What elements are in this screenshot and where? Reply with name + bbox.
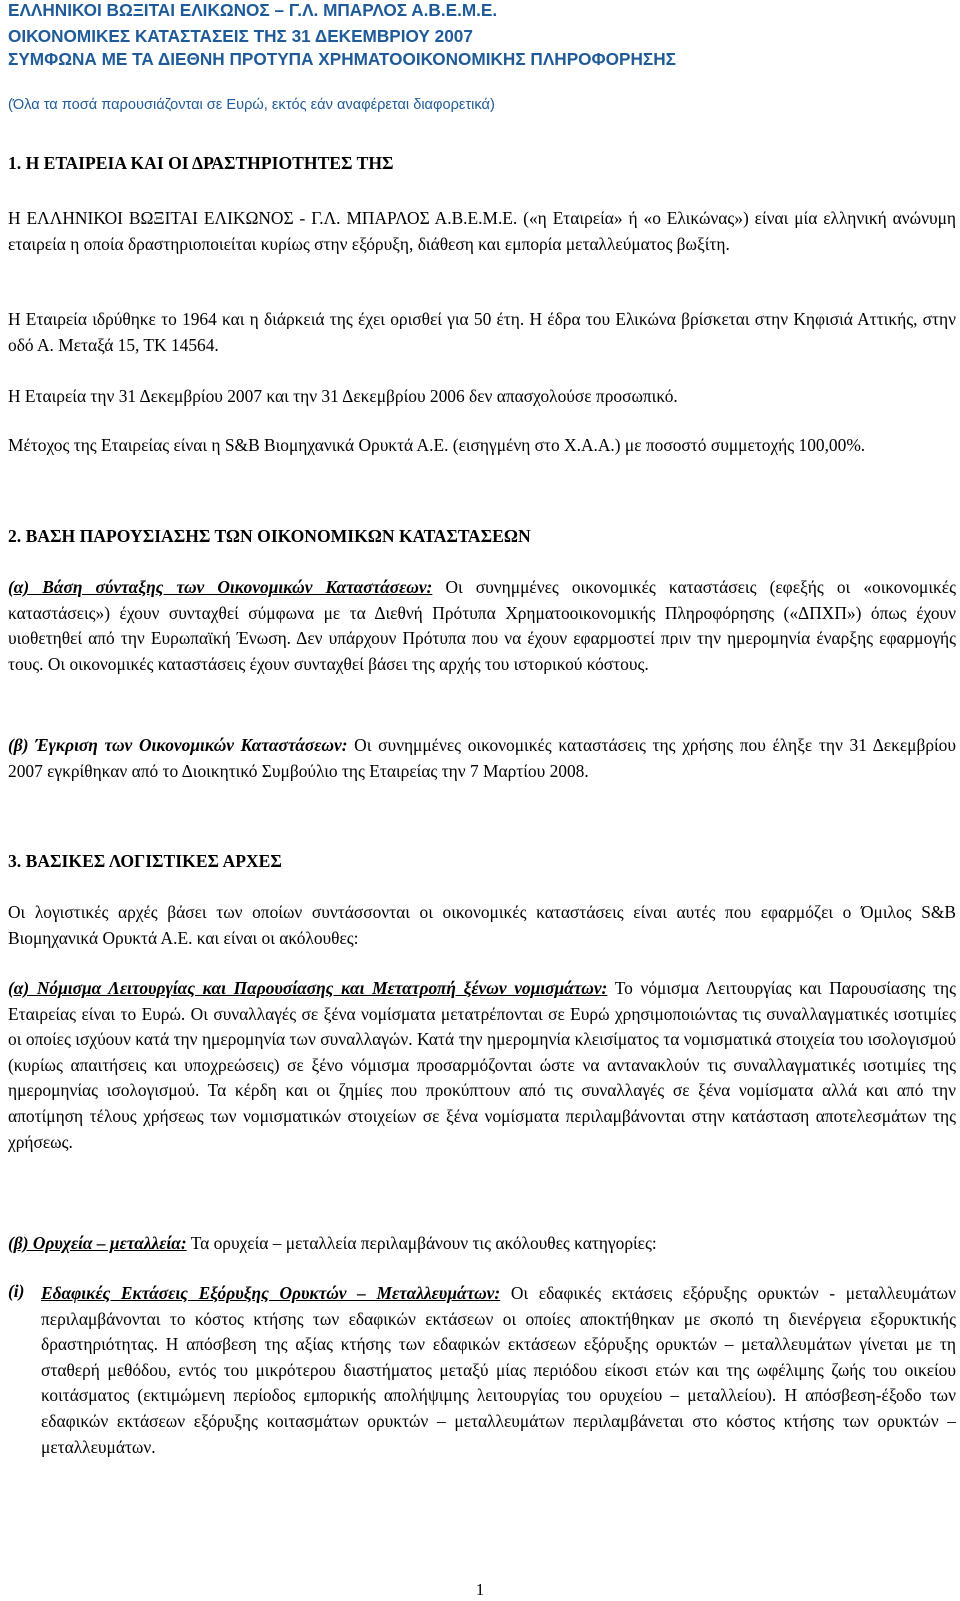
section-3-intro: Οι λογιστικές αρχές βάσει των οποίων συντάσσονται οι οικονομικές καταστάσεις είναι αυτές που εφαρμόζει ο Όμιλος S&B Βιομηχανικά Ορυκτά Α.Ε. και είναι οι ακόλουθες: <box>8 902 956 948</box>
section-3-item-b <box>8 1231 956 1257</box>
section-3-item-a <box>8 976 956 1155</box>
section-3-subitem-i-marker: (i) <box>8 1281 25 1301</box>
section-1-paragraph-3: Η Εταιρεία την 31 Δεκεμβρίου 2007 και την 31 Δεκεμβρίου 2006 δεν απασχολούσε προσωπικό. <box>8 386 678 406</box>
section-3-item-a-text: Το νόμισμα Λειτουργίας και Παρουσίασης της Εταιρείας είναι το Ευρώ. Οι συναλλαγές σε ξένα νομίσματα μετατρέπονται σε Ευρώ χρησιμοποιώντας τις συναλλαγματικές ισοτιμίες οι οποίες ισχύουν κατά την ημερομηνία των συναλλαγών. Κατά την ημερομηνία κλεισίματος τα νομισματικά στοιχεία του ισολογισμού (κυρίως απαιτήσεις και υποχρεώσεις) σε ξένο νόμισμα προσαρμόζονται ώστε να αντανακλούν τις συναλλαγματικές ισοτιμίες της ημερομηνίας ισολογισμού. Τα κέρδη και οι ζημίες που προκύπτουν από τις συναλλαγές σε ξένα νομίσματα αλλά και από την αποτίμηση τέλους χρήσεως των νομισματικών στοιχείων σε ξένα νομίσματα περιλαμβάνονται στην κατάσταση αποτελεσμάτων της χρήσεως. <box>8 978 957 1152</box>
section-3-subitem-i <box>41 1281 956 1460</box>
header-currency-note: (Όλα τα ποσά παρουσιάζονται σε Ευρώ, εκτός εάν αναφέρεται διαφορετικά) <box>8 97 495 113</box>
header-statements-title: ΟΙΚΟΝΟΜΙΚΕΣ ΚΑΤΑΣΤΑΣΕΙΣ ΤΗΣ 31 ΔΕΚΕΜΒΡΙΟΥ 2007 <box>8 26 473 46</box>
section-3-item-b-label: (β) Ορυχεία – μεταλλεία: <box>8 1233 187 1253</box>
section-2-item-a-label: (α) Βάση σύνταξης των Οικονομικών Καταστάσεων: <box>8 577 433 597</box>
section-2-item-a <box>8 575 956 677</box>
section-2-item-b <box>8 733 956 784</box>
section-2-item-b-text: Οι συνημμένες οικονομικές καταστάσεις της χρήσης που έληξε την 31 Δεκεμβρίου 2007 εγκρίθηκαν από το Διοικητικό Συμβούλιο της Εταιρείας την 7 Μαρτίου 2008. <box>8 735 956 781</box>
section-3-subitem-i-text: Οι εδαφικές εκτάσεις εξόρυξης ορυκτών - μεταλλευμάτων περιλαμβάνονται το κόστος κτήσης των εδαφικών εκτάσεων οι οποίες αποκτήθηκαν με σκοπό τη διενέργεια εξορυκτικής δραστηριότητας. Η απόσβεση της αξίας κτήσης των εδαφικών εκτάσεων εξόρυξης ορυκτών – μεταλλευμάτων γίνεται με τη σταθερή μεθόδου, εντός του μικρότερου διαστήματος μεταξύ μίας περιόδου είκοσι ετών και της ωφέλιμης ζωής του οικείου κοιτάσματος (εκτιμώμενη περίοδος εμπορικής απολήψιμης λειτουργίας του ορυχείου – μεταλλείου). Η απόσβεση-έξοδο των εδαφικών εκτάσεων εξόρυξης κοιτασμάτων ορυκτών – μεταλλευμάτων περιλαμβάνεται στο κόστος κτήσης των ορυκτών – μεταλλευμάτων. <box>41 1283 956 1457</box>
section-1-paragraph-4: Μέτοχος της Εταιρείας είναι η S&B Βιομηχανικά Ορυκτά Α.Ε. (εισηγμένη στο Χ.Α.Α.) με ποσοστό συμμετοχής 100,00%. <box>8 435 866 455</box>
page-number: 1 <box>475 1580 485 1599</box>
section-3-item-a-label: (α) Νόμισμα Λειτουργίας και Παρουσίασης και Μετατροπή ξένων νομισμάτων: <box>8 978 608 998</box>
section-2-item-b-label: (β) Έγκριση των Οικονομικών Καταστάσεων: <box>8 735 348 755</box>
section-2-heading: 2. ΒΑΣΗ ΠΑΡΟΥΣΙΑΣΗΣ ΤΩΝ ΟΙΚΟΝΟΜΙΚΩΝ ΚΑΤΑΣΤΑΣΕΩΝ <box>8 526 531 546</box>
section-1-paragraph-1: Η ΕΛΛΗΝΙΚΟΙ ΒΩΞΙΤΑΙ ΕΛΙΚΩΝΟΣ - Γ.Λ. ΜΠΑΡΛΟΣ Α.Β.Ε.Μ.Ε. («η Εταιρεία» ή «ο Ελικώνας») είναι μία ελληνική ανώνυμη εταιρεία η οποία δραστηριοποιείται κυρίως στην εξόρυξη, διάθεση και εμπορία μεταλλεύματος βωξίτη. <box>8 208 956 254</box>
section-3-item-b-text: Τα ορυχεία – μεταλλεία περιλαμβάνουν τις ακόλουθες κατηγορίες: <box>186 1233 657 1253</box>
header-standards-title: ΣΥΜΦΩΝΑ ΜΕ ΤΑ ΔΙΕΘΝΗ ΠΡΟΤΥΠΑ ΧΡΗΜΑΤΟΟΙΚΟΝΟΜΙΚΗΣ ΠΛΗΡΟΦΟΡΗΣΗΣ <box>8 49 676 69</box>
section-1-heading: 1. Η ΕΤΑΙΡΕΙΑ ΚΑΙ ΟΙ ΔΡΑΣΤΗΡΙΟΤΗΤΕΣ ΤΗΣ <box>8 153 394 173</box>
section-3-heading: 3. ΒΑΣΙΚΕΣ ΛΟΓΙΣΤΙΚΕΣ ΑΡΧΕΣ <box>8 851 282 871</box>
section-1-paragraph-2: Η Εταιρεία ιδρύθηκε το 1964 και η διάρκειά της έχει ορισθεί για 50 έτη. Η έδρα του Ελικώνα βρίσκεται στην Κηφισιά Αττικής, στην οδό Α. Μεταξά 15, ΤΚ 14564. <box>8 309 956 355</box>
header-company-name: ΕΛΛΗΝΙΚΟΙ ΒΩΞΙΤΑΙ ΕΛΙΚΩΝΟΣ – Γ.Λ. ΜΠΑΡΛΟΣ Α.Β.Ε.Μ.Ε. <box>8 0 498 20</box>
section-2-item-a-text: Οι συνημμένες οικονομικές καταστάσεις (εφεξής οι «οικονομικές καταστάσεις») έχουν συνταχθεί σύμφωνα με τα Διεθνή Πρότυπα Χρηματοοικονομικής Πληροφόρησης («ΔΠΧΠ») όπως έχουν υιοθετηθεί από την Ευρωπαϊκή Ένωση. Δεν υπάρχουν Πρότυπα που να έχουν εφαρμοστεί πριν την ημερομηνία έναρξης εφαρμογής τους. Οι οικονομικές καταστάσεις έχουν συνταχθεί βάσει της αρχής του ιστορικού κόστους. <box>8 577 956 674</box>
section-3-subitem-i-label: Εδαφικές Εκτάσεις Εξόρυξης Ορυκτών – Μεταλλευμάτων: <box>41 1283 501 1303</box>
